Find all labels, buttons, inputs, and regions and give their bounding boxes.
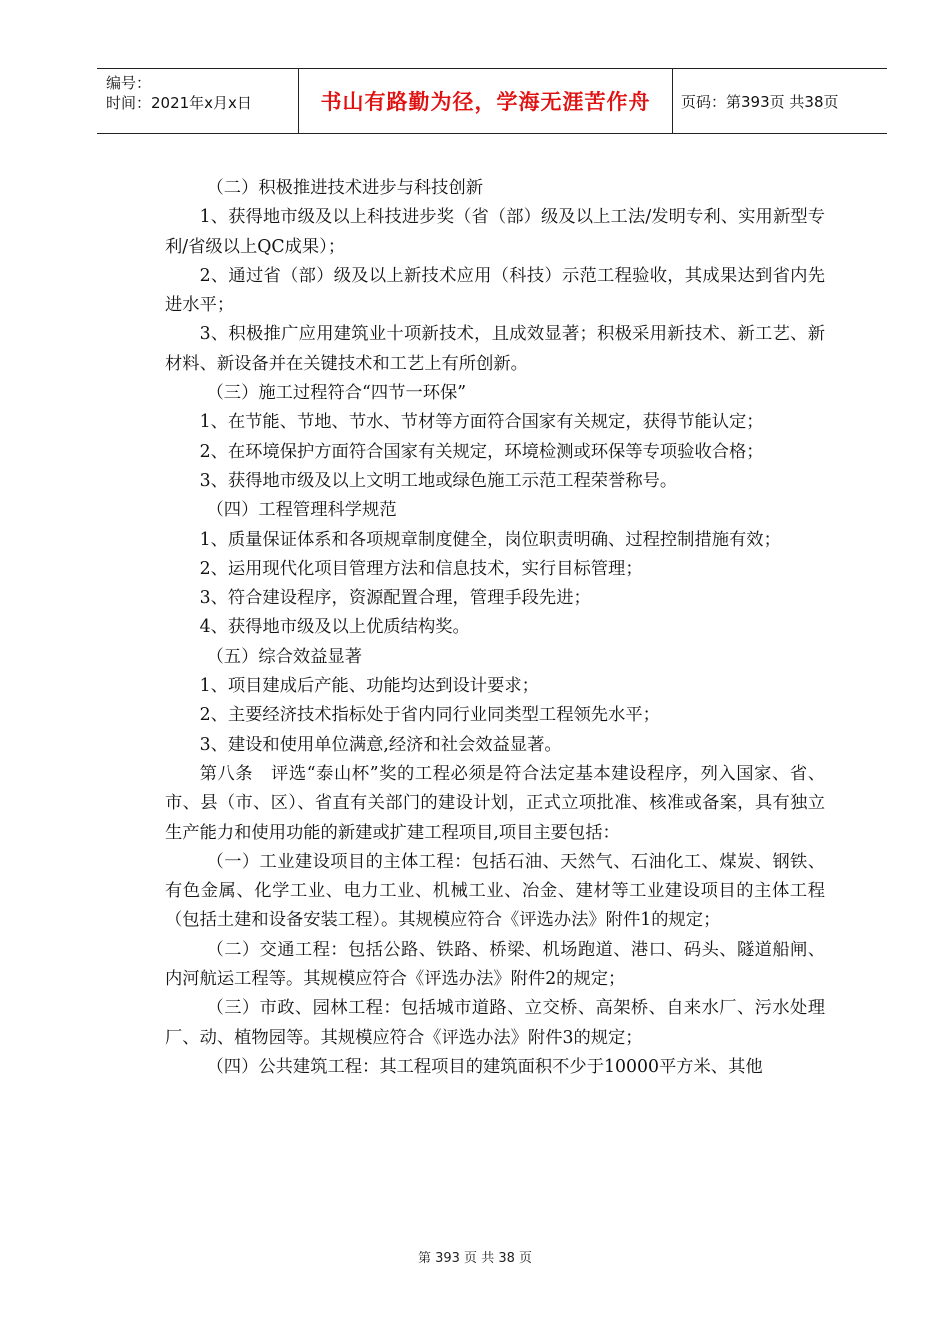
body-paragraph: 1、质量保证体系和各项规章制度健全，岗位职责明确、过程控制措施有效； <box>199 529 781 550</box>
section-paragraph: （三）市政、园林工程：包括城市道路、立交桥、高架桥、自来水厂、污水处理厂、动、植物园等。其规模应符合《评选办法》附件3的规定； <box>165 998 825 1048</box>
number-label: 编号： <box>106 74 152 92</box>
body-paragraph: 2、通过省（部）级及以上新技术应用（科技）示范工程验收，其成果达到省内先进水平； <box>165 265 825 316</box>
body-paragraph: 3、建设和使用单位满意,经济和社会效益显著。 <box>199 734 562 755</box>
body-paragraph: 3、符合建设程序，资源配置合理，管理手段先进； <box>199 588 591 609</box>
body-paragraph: 2、运用现代化项目管理方法和信息技术，实行目标管理； <box>199 558 643 579</box>
page-footer: 第 393 页 共 38 页 <box>417 1251 533 1266</box>
time-label: 时间：2021年x月x日 <box>106 94 252 112</box>
slogan: 书山有路勤为径，学海无涯苦作舟 <box>320 90 651 114</box>
body-paragraph: 第八条 评选“泰山杯”奖的工程必须是符合法定基本建设程序，列入国家、省、市、县（市、区）、省直有关部门的建设计划，正式立项批准、核准或备案，具有独立生产能力和使用功能的新建或扩建工程项目,项目主要包括： <box>165 763 825 843</box>
header-page-cell <box>673 69 887 133</box>
header-slogan-cell <box>299 69 673 133</box>
body-paragraph: 2、主要经济技术指标处于省内同行业同类型工程领先水平； <box>199 705 660 726</box>
page-info: 页码：第393页 共38页 <box>681 92 839 111</box>
section-paragraph: （二）积极推进技术进步与科技创新 <box>206 178 484 198</box>
body-paragraph: 3、积极推广应用建筑业十项新技术，且成效显著；积极采用新技术、新工艺、新材料、新设备并在关键技术和工艺上有所创新。 <box>165 324 825 374</box>
document-body <box>165 174 825 1082</box>
section-paragraph: （四）工程管理科学规范 <box>206 500 397 521</box>
body-paragraph: 1、获得地市级及以上科技进步奖（省（部）级及以上工法/发明专利、实用新型专利/省级以上QC成果）； <box>165 207 825 257</box>
document-header <box>97 68 887 134</box>
body-paragraph: 3、获得地市级及以上文明工地或绿色施工示范工程荣誉称号。 <box>199 470 678 491</box>
body-paragraph: 4、获得地市级及以上优质结构奖。 <box>199 617 470 638</box>
section-paragraph: （三）施工过程符合“四节一环保” <box>206 383 467 404</box>
section-paragraph: （五）综合效益显著 <box>206 646 363 667</box>
section-paragraph: （一）工业建设项目的主体工程：包括石油、天然气、石油化工、煤炭、钢铁、有色金属、化学工业、电力工业、机械工业、冶金、建材等工业建设项目的主体工程（包括土建和设备安装工程）。其规模应符合《评选办法》附件1的规定； <box>165 851 825 931</box>
section-paragraph: （四）公共建筑工程：其工程项目的建筑面积不少于10000平方米、其他 <box>206 1056 763 1077</box>
body-paragraph: 2、在环境保护方面符合国家有关规定，环境检测或环保等专项验收合格； <box>199 441 764 462</box>
section-paragraph: （二）交通工程：包括公路、铁路、桥梁、机场跑道、港口、码头、隧道船闸、内河航运工程等。其规模应符合《评选办法》附件2的规定； <box>165 939 825 990</box>
header-meta <box>97 69 299 133</box>
body-paragraph: 1、项目建成后产能、功能均达到设计要求； <box>199 676 539 697</box>
body-paragraph: 1、在节能、节地、节水、节材等方面符合国家有关规定，获得节能认定； <box>199 412 764 433</box>
